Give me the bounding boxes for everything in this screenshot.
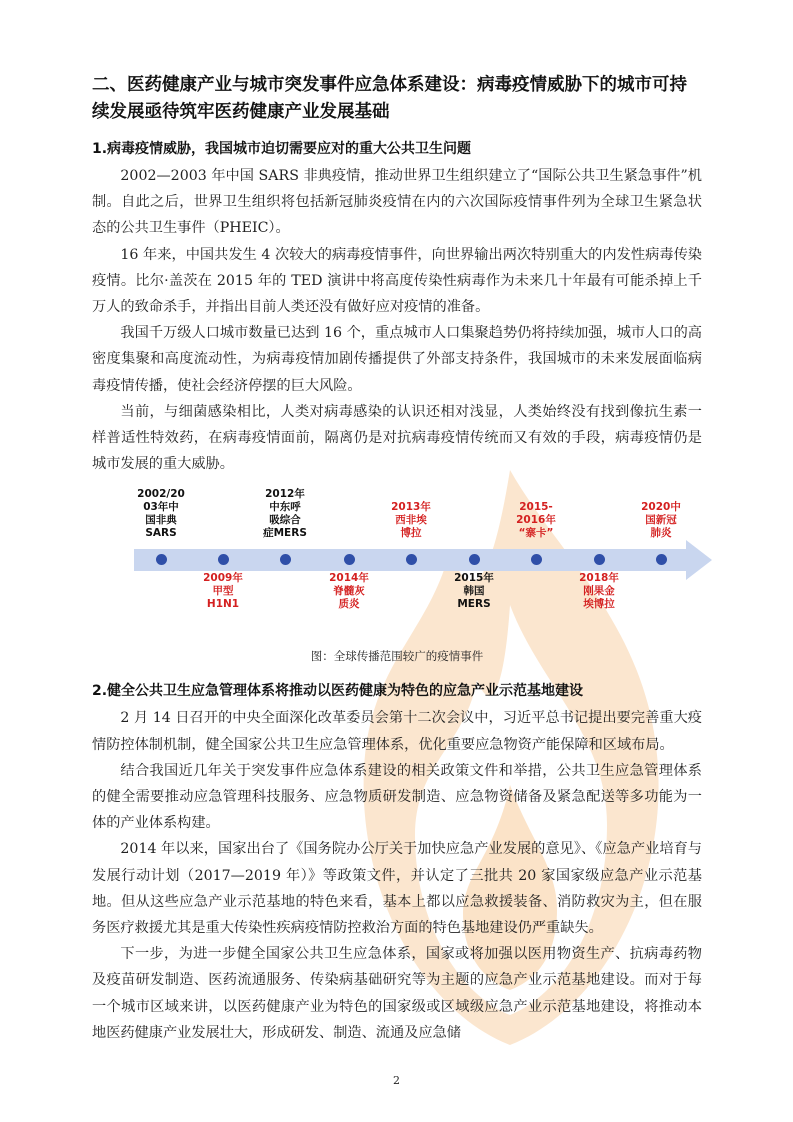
timeline-dot (531, 554, 542, 565)
page-content (92, 72, 702, 1046)
figure-caption: 图：全球传播范围较广的疫情事件 (310, 649, 484, 664)
subsection-1-heading: 1.病毒疫情威胁，我国城市迫切需要应对的重大公共卫生问题 (92, 141, 472, 157)
paragraph: 2014 年以来，国家出台了《国务院办公厅关于加快应急产业发展的意见》、《应急产业培育与发展行动计划（2017—2019 年）》等政策文件，并认定了三批共 20 家国家级应急产业示范基地。但从这些应急产业示范基地的特色来看，基本上都以应急救援装备、消防救灾为主，但在服务医疗救援尤其是重大传染性疾病疫情防控救治方面的特色基地建设仍严重缺失。 (92, 841, 702, 937)
timeline-dot (469, 554, 480, 565)
event-mers-2012: 2012年 中东呼 吸综合 症MERS (263, 488, 307, 540)
timeline-dot (656, 554, 667, 565)
timeline-dot (344, 554, 355, 565)
paragraph: 结合我国近几年关于突发事件应急体系建设的相关政策文件和举措，公共卫生应急管理体系的健全需要推动应急管理科技服务、应急物质研发制造、应急物资储备及紧急配送等多功能为一体的产业体系构建。 (92, 762, 702, 832)
subsection-2-heading: 2.健全公共卫生应急管理体系将推动以医药健康为特色的应急产业示范基地建设 (92, 683, 584, 700)
event-ebola-congo-2018: 2018年 刚果金 埃博拉 (579, 572, 619, 611)
timeline-dot (218, 554, 229, 565)
event-covid-2020: 2020中 国新冠 肺炎 (641, 501, 681, 540)
event-polio-2014: 2014年 脊髓灰 质炎 (329, 572, 369, 611)
event-zika-2015: 2015- 2016年 “寨卡” (516, 501, 556, 540)
paragraph: 2 月 14 日召开的中央全面深化改革委员会第十二次会议中，习近平总书记提出要完善重大疫情防控体制机制，健全国家公共卫生应急管理体系，优化重要应急物资产能保障和区域布局。 (92, 710, 702, 753)
event-sars-2002: 2002/20 03年中 国非典 SARS (137, 488, 185, 540)
timeline-dot (594, 554, 605, 565)
section-title: 二、医药健康产业与城市突发事件应急体系建设：病毒疫情威胁下的城市可持续发展亟待筑牢医药健康产业发展基础 (92, 75, 687, 122)
paragraph: 16 年来，中国共发生 4 次较大的病毒疫情事件，向世界输出两次特别重大的内发性病毒传染疫情。比尔·盖茨在 2015 年的 TED 演讲中将高度传染性病毒作为未来几十年最有可能杀掉上千万人的致命杀手，并指出目前人类还没有做好应对疫情的准备。 (92, 246, 702, 316)
event-mers-korea-2015: 2015年 韩国 MERS (454, 572, 494, 611)
event-ebola-2013: 2013年 西非埃 博拉 (391, 501, 431, 540)
paragraph: 当前，与细菌感染相比，人类对病毒感染的认识还相对浅显，人类始终没有找到像抗生素一样普适性特效药，在病毒疫情面前，隔离仍是对抗病毒疫情传统而又有效的手段，病毒疫情仍是城市发展的重大威胁。 (92, 403, 702, 473)
event-h1n1-2009: 2009年 甲型 H1N1 (203, 572, 243, 611)
page-number: 2 (393, 1074, 400, 1087)
timeline-dot (280, 554, 291, 565)
paragraph: 下一步，为进一步健全国家公共卫生应急体系，国家或将加强以医用物资生产、抗病毒药物及疫苗研发制造、医药流通服务、传染病基础研究等为主题的应急产业示范基地建设。而对于每一个城市区域来讲，以医药健康产业为特色的国家级或区域级应急产业示范基地建设，将推动本地医药健康产业发展壮大，形成研发、制造、流通及应急储 (92, 946, 702, 1041)
epidemic-timeline (92, 484, 702, 642)
paragraph: 我国千万级人口城市数量已达到 16 个，重点城市人口集聚趋势仍将持续加强，城市人口的高密度集聚和高度流动性，为病毒疫情加剧传播提供了外部支持条件，我国城市的未来发展面临病毒疫情传播，使社会经济停摆的巨大风险。 (92, 325, 702, 394)
paragraph: 2002—2003 年中国 SARS 非典疫情，推动世界卫生组织建立了“国际公共卫生紧急事件”机制。自此之后，世界卫生组织将包括新冠肺炎疫情在内的六次国际疫情事件列为全球卫生紧急状态的公共卫生事件（PHEIC）。 (92, 168, 702, 237)
timeline-dot (156, 554, 167, 565)
timeline-dot (406, 554, 417, 565)
